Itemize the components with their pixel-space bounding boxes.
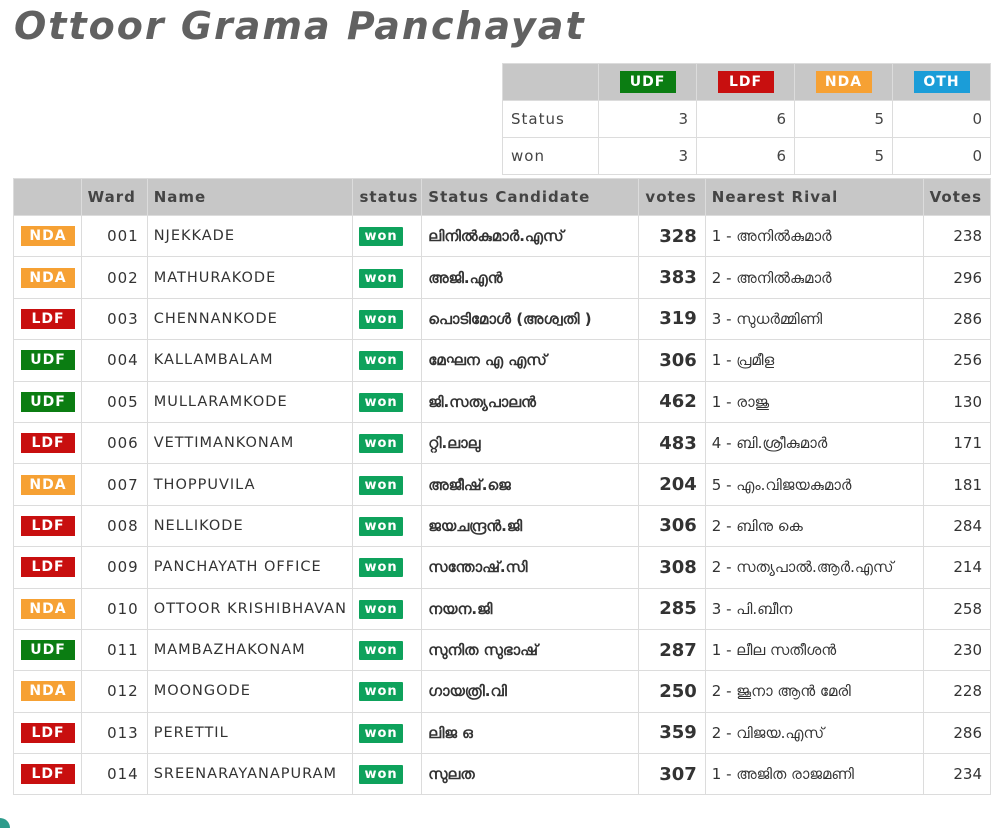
ward-number: 013 [81, 712, 147, 753]
header-ward: Ward [81, 179, 147, 216]
ward-name: CHENNANKODE [147, 298, 353, 339]
ward-number: 014 [81, 754, 147, 795]
candidate-votes: 328 [639, 216, 705, 257]
nearest-rival: 1 - പ്രമീള [705, 340, 923, 381]
summary-value: 3 [599, 101, 697, 138]
candidate-name: മേഘന എ എസ് [422, 340, 639, 381]
status-cell [353, 505, 422, 546]
party-badge: NDA [21, 599, 75, 619]
summary-value: 6 [697, 101, 795, 138]
status-cell [353, 257, 422, 298]
ward-name: NELLIKODE [147, 505, 353, 546]
party-badge: LDF [21, 433, 75, 453]
party-cell [14, 257, 82, 298]
nearest-rival: 2 - വിജയ.എസ് [705, 712, 923, 753]
summary-header-oth [893, 64, 991, 101]
ward-number: 001 [81, 216, 147, 257]
party-badge: NDA [21, 226, 75, 246]
candidate-votes: 462 [639, 381, 705, 422]
status-cell [353, 629, 422, 670]
header-candidate: Status Candidate [422, 179, 639, 216]
rival-votes: 286 [923, 298, 990, 339]
status-cell [353, 381, 422, 422]
rival-votes: 234 [923, 754, 990, 795]
party-badge: LDF [21, 557, 75, 577]
rival-votes: 228 [923, 671, 990, 712]
party-badge: LDF [21, 723, 75, 743]
status-cell [353, 216, 422, 257]
status-cell [353, 671, 422, 712]
results-body [14, 216, 991, 795]
candidate-votes: 287 [639, 629, 705, 670]
nearest-rival: 1 - അനിൽകുമാർ [705, 216, 923, 257]
table-row [14, 547, 991, 588]
candidate-votes: 319 [639, 298, 705, 339]
status-cell [353, 754, 422, 795]
summary-value: 5 [795, 101, 893, 138]
header-rival: Nearest Rival [705, 179, 923, 216]
ward-name: THOPPUVILA [147, 464, 353, 505]
summary-value: 5 [795, 138, 893, 175]
ward-name: MULLARAMKODE [147, 381, 353, 422]
header-name: Name [147, 179, 353, 216]
ward-number: 004 [81, 340, 147, 381]
status-cell [353, 588, 422, 629]
candidate-name: സന്തോഷ്.സി [422, 547, 639, 588]
ward-name: OTTOOR KRISHIBHAVAN [147, 588, 353, 629]
candidate-votes: 359 [639, 712, 705, 753]
party-cell [14, 588, 82, 629]
status-badge: won [359, 682, 402, 701]
party-cell [14, 629, 82, 670]
party-badge: LDF [21, 516, 75, 536]
candidate-name: റ്റി.ലാലു [422, 422, 639, 463]
party-cell [14, 216, 82, 257]
nearest-rival: 3 - സുധർമ്മിണി [705, 298, 923, 339]
status-badge: won [359, 393, 402, 412]
party-badge-oth: OTH [914, 71, 970, 93]
party-badge-ldf: LDF [718, 71, 774, 93]
rival-votes: 296 [923, 257, 990, 298]
status-badge: won [359, 724, 402, 743]
table-row [14, 754, 991, 795]
summary-header-udf [599, 64, 697, 101]
status-cell [353, 422, 422, 463]
table-row [14, 712, 991, 753]
summary-value: 3 [599, 138, 697, 175]
ward-number: 009 [81, 547, 147, 588]
nearest-rival: 2 - ജൂനാ ആൻ മേരി [705, 671, 923, 712]
table-row [14, 464, 991, 505]
table-row [14, 381, 991, 422]
ward-name: VETTIMANKONAM [147, 422, 353, 463]
ward-number: 005 [81, 381, 147, 422]
nearest-rival: 3 - പി.ബീന [705, 588, 923, 629]
party-cell [14, 340, 82, 381]
table-row [14, 671, 991, 712]
candidate-votes: 250 [639, 671, 705, 712]
status-badge: won [359, 227, 402, 246]
party-cell [14, 422, 82, 463]
status-cell [353, 340, 422, 381]
candidate-votes: 285 [639, 588, 705, 629]
party-badge: UDF [21, 392, 75, 412]
party-cell [14, 754, 82, 795]
ward-number: 010 [81, 588, 147, 629]
results-table [13, 178, 991, 795]
table-row [14, 505, 991, 546]
candidate-name: സുനിത സുഭാഷ് [422, 629, 639, 670]
ward-number: 011 [81, 629, 147, 670]
party-cell [14, 547, 82, 588]
rival-votes: 284 [923, 505, 990, 546]
ward-name: KALLAMBALAM [147, 340, 353, 381]
party-badge-udf: UDF [620, 71, 676, 93]
party-cell [14, 712, 82, 753]
status-cell [353, 712, 422, 753]
ward-name: PERETTIL [147, 712, 353, 753]
header-rival-votes: Votes [923, 179, 990, 216]
nearest-rival: 1 - ലീല സതീശൻ [705, 629, 923, 670]
summary-value: 6 [697, 138, 795, 175]
party-badge: NDA [21, 475, 75, 495]
party-cell [14, 505, 82, 546]
summary-table [502, 63, 991, 175]
candidate-name: അജീഷ്.ജെ [422, 464, 639, 505]
header-party [14, 179, 82, 216]
summary-row-label: Status [503, 101, 599, 138]
ward-name: NJEKKADE [147, 216, 353, 257]
ward-name: PANCHAYATH OFFICE [147, 547, 353, 588]
status-badge: won [359, 641, 402, 660]
candidate-name: ജയചന്ദ്രൻ.ജി [422, 505, 639, 546]
ward-number: 012 [81, 671, 147, 712]
candidate-name: അജി.എൻ [422, 257, 639, 298]
summary-row-label: won [503, 138, 599, 175]
rival-votes: 181 [923, 464, 990, 505]
status-cell [353, 464, 422, 505]
party-cell [14, 298, 82, 339]
candidate-votes: 307 [639, 754, 705, 795]
status-badge: won [359, 600, 402, 619]
rival-votes: 258 [923, 588, 990, 629]
rival-votes: 256 [923, 340, 990, 381]
page-title: Ottoor Grama Panchayat [14, 4, 586, 48]
rival-votes: 286 [923, 712, 990, 753]
candidate-votes: 204 [639, 464, 705, 505]
ward-name: MATHURAKODE [147, 257, 353, 298]
status-badge: won [359, 434, 402, 453]
results-header-row [14, 179, 991, 216]
nearest-rival: 4 - ബി.ശ്രീകുമാർ [705, 422, 923, 463]
candidate-votes: 306 [639, 505, 705, 546]
nearest-rival: 5 - എം.വിജയകുമാർ [705, 464, 923, 505]
party-badge: UDF [21, 350, 75, 370]
status-badge: won [359, 351, 402, 370]
party-cell [14, 671, 82, 712]
status-cell [353, 547, 422, 588]
ward-number: 003 [81, 298, 147, 339]
status-badge: won [359, 517, 402, 536]
candidate-name: സുലത [422, 754, 639, 795]
nearest-rival: 2 - അനിൽകുമാർ [705, 257, 923, 298]
header-votes: votes [639, 179, 705, 216]
ward-number: 008 [81, 505, 147, 546]
candidate-name: ഗായത്രി.വി [422, 671, 639, 712]
summary-header-blank [503, 64, 599, 101]
candidate-name: ലിനിൽകുമാർ.എസ് [422, 216, 639, 257]
table-row [14, 298, 991, 339]
candidate-votes: 383 [639, 257, 705, 298]
summary-value: 0 [893, 101, 991, 138]
candidate-votes: 306 [639, 340, 705, 381]
ward-name: MAMBAZHAKONAM [147, 629, 353, 670]
nearest-rival: 1 - അജിത രാജമണി [705, 754, 923, 795]
table-row [14, 422, 991, 463]
status-cell [353, 298, 422, 339]
summary-value: 0 [893, 138, 991, 175]
ward-number: 007 [81, 464, 147, 505]
party-badge-nda: NDA [816, 71, 872, 93]
candidate-name: ജി.സത്യപാലൻ [422, 381, 639, 422]
status-badge: won [359, 558, 402, 577]
summary-row-won [503, 138, 991, 175]
party-badge: LDF [21, 764, 75, 784]
party-badge: LDF [21, 309, 75, 329]
summary-header-nda [795, 64, 893, 101]
rival-votes: 238 [923, 216, 990, 257]
party-cell [14, 381, 82, 422]
table-row [14, 629, 991, 670]
summary-row-status [503, 101, 991, 138]
table-row [14, 257, 991, 298]
candidate-votes: 483 [639, 422, 705, 463]
status-badge: won [359, 476, 402, 495]
rival-votes: 130 [923, 381, 990, 422]
ward-number: 006 [81, 422, 147, 463]
party-badge: NDA [21, 268, 75, 288]
table-row [14, 588, 991, 629]
candidate-name: പൊടിമോൾ (അശ്വതി ) [422, 298, 639, 339]
status-badge: won [359, 269, 402, 288]
rival-votes: 214 [923, 547, 990, 588]
candidate-name: നയന.ജി [422, 588, 639, 629]
party-badge: NDA [21, 681, 75, 701]
ward-name: SREENARAYANAPURAM [147, 754, 353, 795]
summary-header-row [503, 64, 991, 101]
nearest-rival: 1 - രാജു [705, 381, 923, 422]
ward-name: MOONGODE [147, 671, 353, 712]
rival-votes: 171 [923, 422, 990, 463]
candidate-name: ലിജ ഒ [422, 712, 639, 753]
candidate-votes: 308 [639, 547, 705, 588]
party-badge: UDF [21, 640, 75, 660]
table-row [14, 340, 991, 381]
header-status: status [353, 179, 422, 216]
nearest-rival: 2 - സത്യപാൽ.ആർ.എസ് [705, 547, 923, 588]
status-badge: won [359, 765, 402, 784]
table-row [14, 216, 991, 257]
ward-number: 002 [81, 257, 147, 298]
party-cell [14, 464, 82, 505]
summary-header-ldf [697, 64, 795, 101]
rival-votes: 230 [923, 629, 990, 670]
nearest-rival: 2 - ബിനു കെ [705, 505, 923, 546]
status-badge: won [359, 310, 402, 329]
corner-decoration-icon [0, 818, 10, 828]
